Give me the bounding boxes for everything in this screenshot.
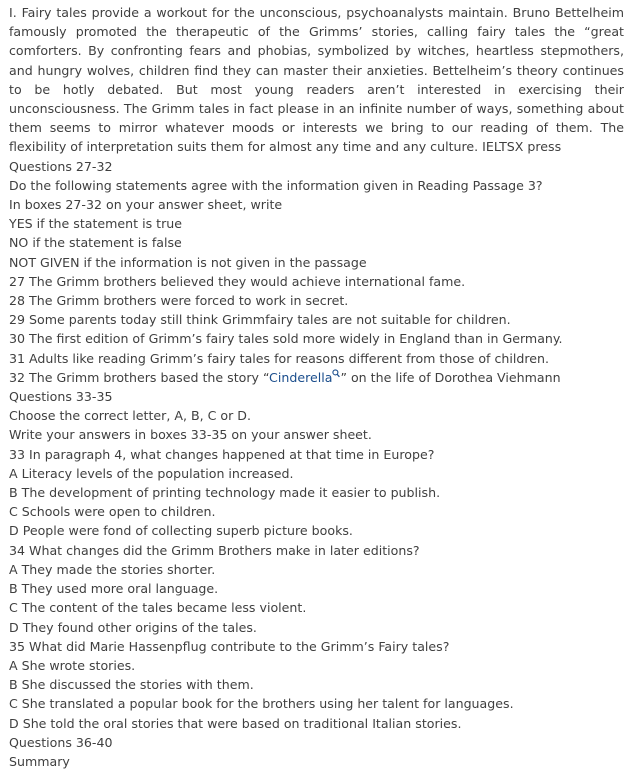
question-35: 35 What did Marie Hassenpflug contribute to the Grimm’s Fairy tales? [9, 638, 450, 654]
question-32-text: 32 The Grimm brothers based the story “ [9, 369, 270, 385]
option-d: D They found other origins of the tales. [9, 619, 257, 635]
instruction-line: Write your answers in boxes 33-35 on your answer sheet. [9, 427, 372, 443]
option-c: C Schools were open to children. [9, 504, 216, 520]
cinderella-link[interactable]: Cinderella [269, 369, 333, 385]
question-29: 29 Some parents today still think Grimmfairy tales are not suitable for children. [9, 312, 511, 328]
section-heading-27-32: Questions 27-32 [9, 158, 113, 174]
question-27: 27 The Grimm brothers believed they would achieve international fame. [9, 273, 466, 289]
question-31: 31 Adults like reading Grimm’s fairy tales for reasons different from those of children. [9, 350, 550, 366]
question-32-text-end: ” on the life of Dorothea Viehmann [340, 369, 561, 385]
answer-key-not-given: NOT GIVEN if the information is not given in the passage [9, 254, 367, 270]
answer-key-yes: YES if the statement is true [9, 216, 183, 232]
question-30: 30 The first edition of Grimm’s fairy tales sold more widely in England than in Germany. [9, 331, 563, 347]
search-icon[interactable] [332, 369, 340, 379]
section-heading-33-35: Questions 33-35 [9, 389, 113, 405]
option-d: D People were fond of collecting superb picture books. [9, 523, 353, 539]
answer-key-no: NO if the statement is false [9, 235, 182, 251]
instruction-line: Choose the correct letter, A, B, C or D. [9, 408, 251, 424]
instruction-line: In boxes 27-32 on your answer sheet, write [9, 197, 283, 213]
option-a: A She wrote stories. [9, 657, 136, 673]
option-d: D She told the oral stories that were based on traditional Italian stories. [9, 715, 462, 731]
option-c: C She translated a popular book for the brothers using her talent for languages. [9, 696, 514, 712]
question-34: 34 What changes did the Grimm Brothers make in later editions? [9, 542, 420, 558]
question-28: 28 The Grimm brothers were forced to work in secret. [9, 293, 349, 309]
option-a: A Literacy levels of the population increased. [9, 465, 294, 481]
instruction-line: Do the following statements agree with the information given in Reading Passage 3? [9, 177, 543, 193]
question-33: 33 In paragraph 4, what changes happened at that time in Europe? [9, 446, 435, 462]
option-b: B They used more oral language. [9, 581, 219, 597]
option-b: B She discussed the stories with them. [9, 677, 254, 693]
option-c: C The content of the tales became less violent. [9, 600, 307, 616]
summary-heading: Summary [9, 753, 70, 769]
question-32 [9, 368, 624, 387]
section-heading-36-40: Questions 36-40 [9, 734, 113, 750]
passage-paragraph: I. Fairy tales provide a workout for the unconscious, psychoanalysts maintain. Bruno Bettelheim famously promoted the therapeutic of the Grimms’ stories, calling fairy tales the “great comforters. By confronting fears and phobias, symbolized by witches, heartless stepmothers, and hungry wolves, children find they can master their anxieties. Bettelheim’s theory continues to be hotly debated. But most young readers aren’t interested in exercising their unconsciousness. The Grimm tales in fact please in an infinite number of ways, something about them seems to mirror whatever moods or interests we bring to our reading of them. The flexibility of interpretation suits them for almost any time and any culture. IELTSX press [9, 5, 624, 155]
option-a: A They made the stories shorter. [9, 561, 216, 577]
option-b: B The development of printing technology made it easier to publish. [9, 485, 441, 501]
